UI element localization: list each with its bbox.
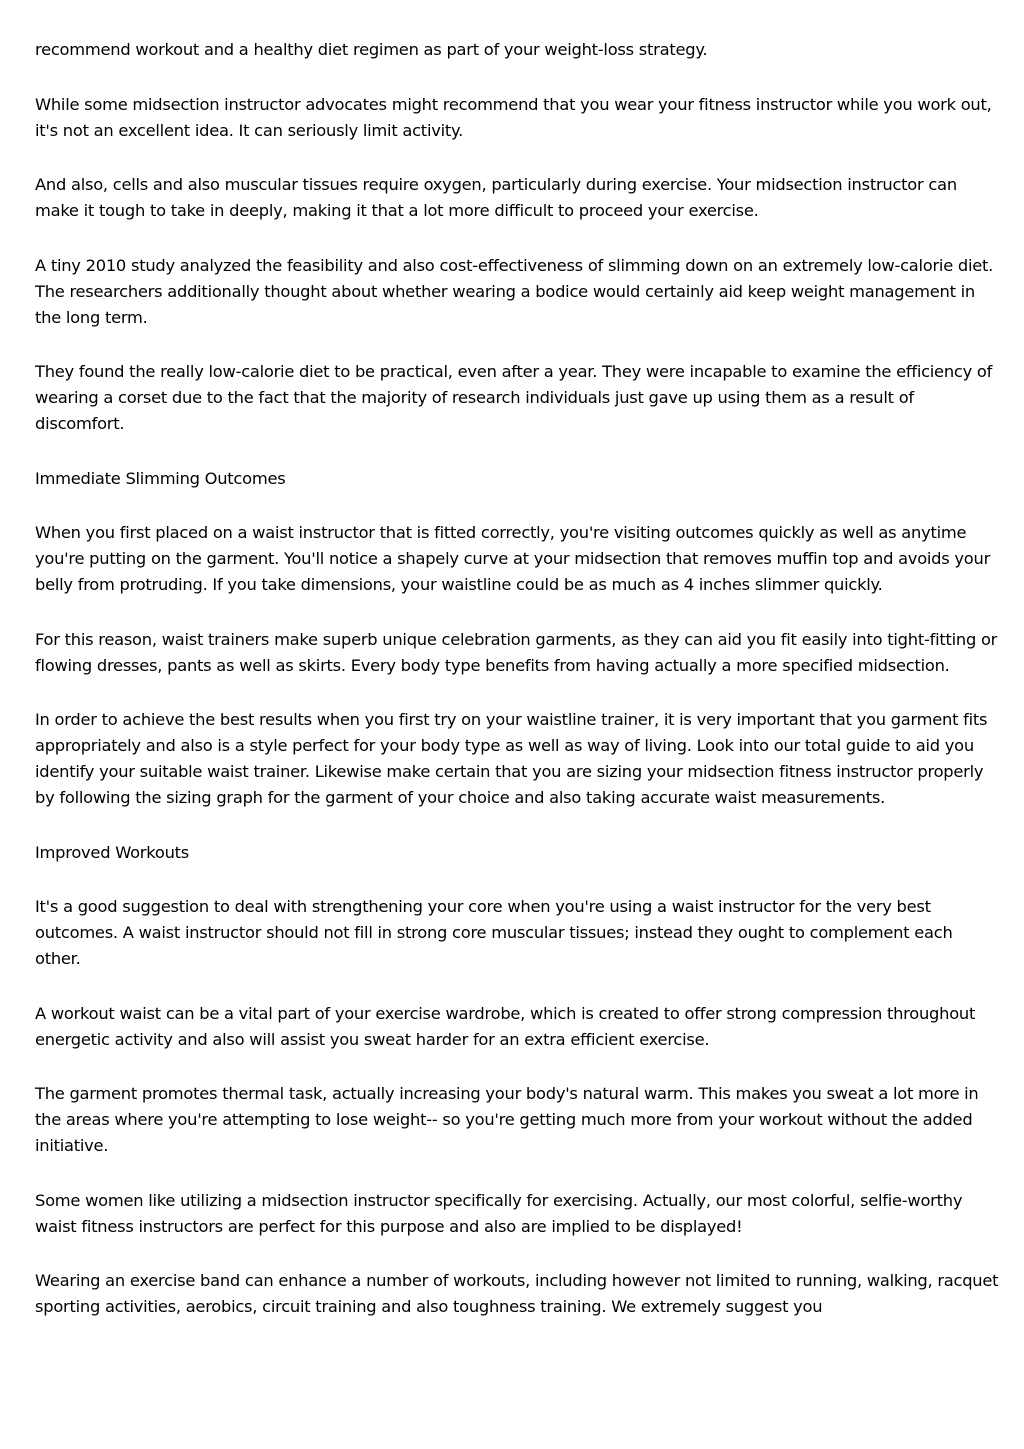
- body-paragraph: recommend workout and a healthy diet regimen as part of your weight-loss strategy.: [35, 40, 708, 59]
- body-paragraph: Wearing an exercise band can enhance a number of workouts, including however not limited to running, walking, racquet sporting activities, aerobics, circuit training and also toughness training. We extremely suggest you: [35, 1271, 999, 1316]
- body-paragraph: The garment promotes thermal task, actually increasing your body's natural warm. This makes you sweat a lot more in the areas where you're attempting to lose weight-- so you're getting much more from your workout without the added initiative.: [35, 1084, 979, 1155]
- body-paragraph: Some women like utilizing a midsection instructor specifically for exercising. Actually, our most colorful, selfie-worthy waist fitness instructors are perfect for this purpose and also are implied to be displayed!: [35, 1190, 963, 1236]
- body-paragraph: It's a good suggestion to deal with strengthening your core when you're using a waist instructor for the very best outcomes. A waist instructor should not fill in strong core muscular tissues; instead they ought to complement each other.: [35, 897, 953, 968]
- body-paragraph: When you first placed on a waist instructor that is fitted correctly, you're visiting outcomes quickly as well as anytime you're putting on the garment. You'll notice a shapely curve at your midsection that removes muffin top and avoids your belly from protruding. If you take dimensions, your waistline could be as much as 4 inches slimmer quickly.: [35, 523, 991, 594]
- body-paragraph: In order to achieve the best results when you first try on your waistline trainer, it is very important that you garment fits appropriately and also is a style perfect for your body type as well as way of living. Look into our total guide to aid you identify your suitable waist trainer. Likewise make certain that you are sizing your midsection fitness instructor properly by following the sizing graph for the garment of your choice and also taking accurate waist measurements.: [35, 710, 988, 807]
- body-paragraph: A tiny 2010 study analyzed the feasibility and also cost-effectiveness of slimming down on an extremely low-calorie diet. The researchers additionally thought about whether wearing a bodice would certainly aid keep weight management in the long term.: [35, 255, 994, 327]
- body-paragraph: And also, cells and also muscular tissues require oxygen, particularly during exercise. Your midsection instructor can make it tough to take in deeply, making it that a lot more difficult to proceed your exercise.: [35, 175, 957, 220]
- body-paragraph: For this reason, waist trainers make superb unique celebration garments, as they can aid you fit easily into tight-fitting or flowing dresses, pants as well as skirts. Every body type benefits from having actually a more specified midsection.: [35, 629, 998, 675]
- section-heading: Immediate Slimming Outcomes: [35, 468, 286, 488]
- section-heading: Improved Workouts: [35, 842, 189, 862]
- body-paragraph: A workout waist can be a vital part of your exercise wardrobe, which is created to offer strong compression throughout energetic activity and also will assist you sweat harder for an extra efficient exercise.: [35, 1003, 976, 1049]
- body-paragraph: While some midsection instructor advocates might recommend that you wear your fitness instructor while you work out, it's not an excellent idea. It can seriously limit activity.: [35, 94, 992, 140]
- body-paragraph: They found the really low-calorie diet to be practical, even after a year. They were incapable to examine the efficiency of wearing a corset due to the fact that the majority of research individuals just gave up using them as a result of discomfort.: [35, 362, 993, 433]
